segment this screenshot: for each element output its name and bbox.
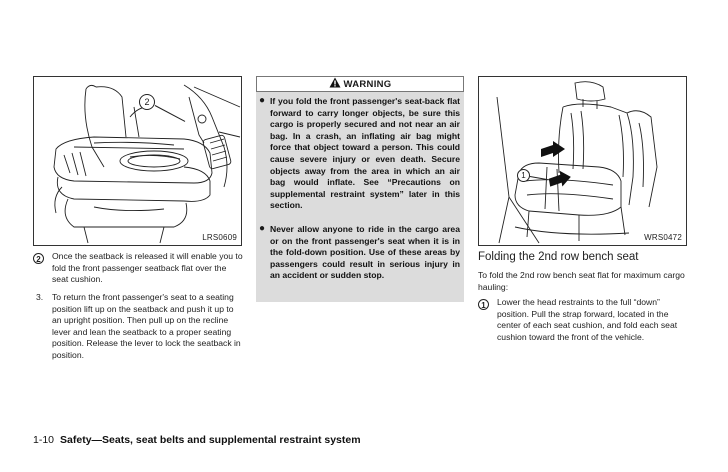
- figure-right-callout: 1: [517, 169, 530, 182]
- footer-title: Safety—Seats, seat belts and supplemental restraint system: [60, 434, 361, 446]
- warning-bullet-1: If you fold the front passenger's seat-back flat forward to carry longer objects, be sure this cargo is properly secured and not near an air bag. In a crash, an inflating air bag might force that object toward a person. This could cause severe injury or even death. Secure objects away from the area in which an air bag would inflate. See “Precautions on supplemental restraint system” later in this section.: [270, 96, 460, 211]
- figure-left-code: LRS0609: [202, 233, 237, 242]
- step-3-number: 3.: [36, 292, 44, 302]
- section-intro: To fold the 2nd row bench seat flat for maximum cargo hauling:: [478, 270, 685, 292]
- warning-bullet-2: Never allow anyone to ride in the cargo area or on the front passenger's seat when it is in the fold-down position. Use of these areas by passengers could result in serious injury in an accident or sudden stop.: [270, 224, 460, 281]
- warning-triangle-icon: [329, 77, 341, 88]
- step-2-text: Once the seatback is released it will enable you to fold the front passenger seatback flat over the seat cushion.: [52, 251, 243, 285]
- warning-header: [256, 76, 464, 92]
- bench-seat-illustration: [479, 77, 686, 245]
- step-1-number: 1: [478, 299, 489, 310]
- page-number: 1-10: [33, 434, 55, 446]
- figure-right-code: WRS0472: [644, 233, 682, 242]
- footer: [33, 434, 361, 446]
- step-3-text: To return the front passenger's seat to a seating position lift up on the seatback and push it up to an upright position. Then pull up on the recline lever and lean the seatback to a proper seating position. Release the lever to lock the seatback in position.: [52, 292, 241, 360]
- figure-left-front-seat: [33, 76, 242, 246]
- figure-left-callout: 2: [139, 94, 155, 110]
- warning-bullet-1-marker: ●: [259, 95, 266, 106]
- warning-box: [256, 76, 464, 302]
- warning-bullet-2-marker: ●: [259, 223, 266, 234]
- step-2-number: 2: [33, 253, 44, 264]
- warning-title: WARNING: [343, 79, 392, 90]
- step-1-text: Lower the head restraints to the full “down” position. Pull the strap forward, located in the center of each seat cushion, and fold each seat cushion toward the front of the vehicle.: [497, 297, 678, 342]
- section-heading: Folding the 2nd row bench seat: [478, 251, 639, 263]
- figure-right-bench-seat: [478, 76, 687, 246]
- front-seat-illustration: [34, 77, 241, 245]
